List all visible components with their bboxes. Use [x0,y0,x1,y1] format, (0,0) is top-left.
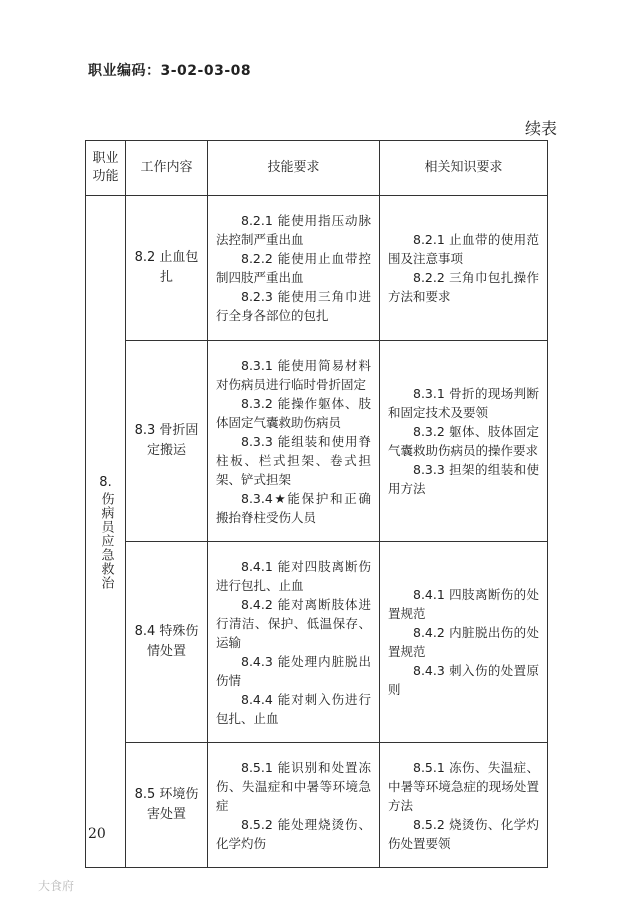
skill-item: 8.5.2 能处理烧烫伤、化学灼伤 [216,816,371,851]
knowledge-item: 8.3.2 躯体、肢体固定气囊救助伤病员的操作要求 [388,424,539,458]
skill-item: 8.4.4 能对刺入伤进行包扎、止血 [216,691,371,726]
knowledge-item: 8.5.2 烧烫伤、化学灼伤处置要领 [388,816,539,851]
work-content-cell: 8.4 特殊伤情处置 [126,542,208,743]
watermark: 大食府 [38,879,75,893]
knowledge-item: 8.4.1 四肢离断伤的处置规范 [388,587,539,621]
knowledge-cell [380,196,548,341]
knowledge-cell [380,542,548,743]
column-header-function: 职业功能 [86,141,126,196]
table-row [86,542,548,743]
skill-item: 8.3.2 能操作躯体、肢体固定气囊救助伤病员 [216,395,371,430]
skill-item: 8.3.4★能保护和正确搬抬脊柱受伤人员 [216,490,371,525]
skill-item: 8.2.2 能使用止血带控制四肢严重出血 [216,251,371,285]
table-header-row [86,141,548,196]
column-header-content: 工作内容 [126,141,208,196]
function-cell [86,196,126,868]
knowledge-cell [380,341,548,542]
skill-item: 8.3.1 能使用简易材料对伤病员进行临时骨折固定 [216,357,371,392]
column-header-skills: 技能要求 [208,141,380,196]
skill-item: 8.5.1 能识别和处置冻伤、失温症和中暑等环境急症 [216,759,371,813]
work-content-cell: 8.2 止血包扎 [126,196,208,341]
function-number: 8. [99,474,112,490]
knowledge-item: 8.2.1 止血带的使用范围及注意事项 [388,232,539,266]
work-content-cell: 8.5 环境伤害处置 [126,743,208,868]
knowledge-item: 8.3.3 担架的组装和使用方法 [388,462,539,496]
skill-item: 8.4.2 能对离断肢体进行清洁、保护、低温保存、运输 [216,596,371,650]
skill-item: 8.4.3 能处理内脏脱出伤情 [216,653,371,688]
skills-cell [208,743,380,868]
skill-item: 8.4.1 能对四肢离断伤进行包扎、止血 [216,558,371,593]
occupation-code: 职业编码：3-02-03-08 [88,63,252,79]
skills-cell [208,196,380,341]
table-row [86,196,548,341]
knowledge-item: 8.2.2 三角巾包扎操作方法和要求 [388,270,539,304]
knowledge-item: 8.4.3 刺入伤的处置原则 [388,663,539,697]
page-number: 20 [88,826,106,842]
skill-item: 8.3.3 能组装和使用脊柱板、栏式担架、卷式担架、铲式担架 [216,433,371,487]
table-row [86,743,548,868]
skills-cell [208,341,380,542]
continued-label: 续表 [524,119,557,138]
skills-cell [208,542,380,743]
knowledge-item: 8.4.2 内脏脱出伤的处置规范 [388,625,539,659]
column-header-knowledge: 相关知识要求 [380,141,548,196]
work-content-cell: 8.3 骨折固定搬运 [126,341,208,542]
knowledge-cell [380,743,548,868]
skill-item: 8.2.1 能使用指压动脉法控制严重出血 [216,213,371,247]
function-name: 伤病员应急救治 [98,491,114,590]
skill-item: 8.2.3 能使用三角巾进行全身各部位的包扎 [216,289,371,323]
knowledge-item: 8.5.1 冻伤、失温症、中暑等环境急症的现场处置方法 [388,759,539,813]
skills-table [85,140,548,868]
knowledge-item: 8.3.1 骨折的现场判断和固定技术及要领 [388,386,539,420]
table-row [86,341,548,542]
